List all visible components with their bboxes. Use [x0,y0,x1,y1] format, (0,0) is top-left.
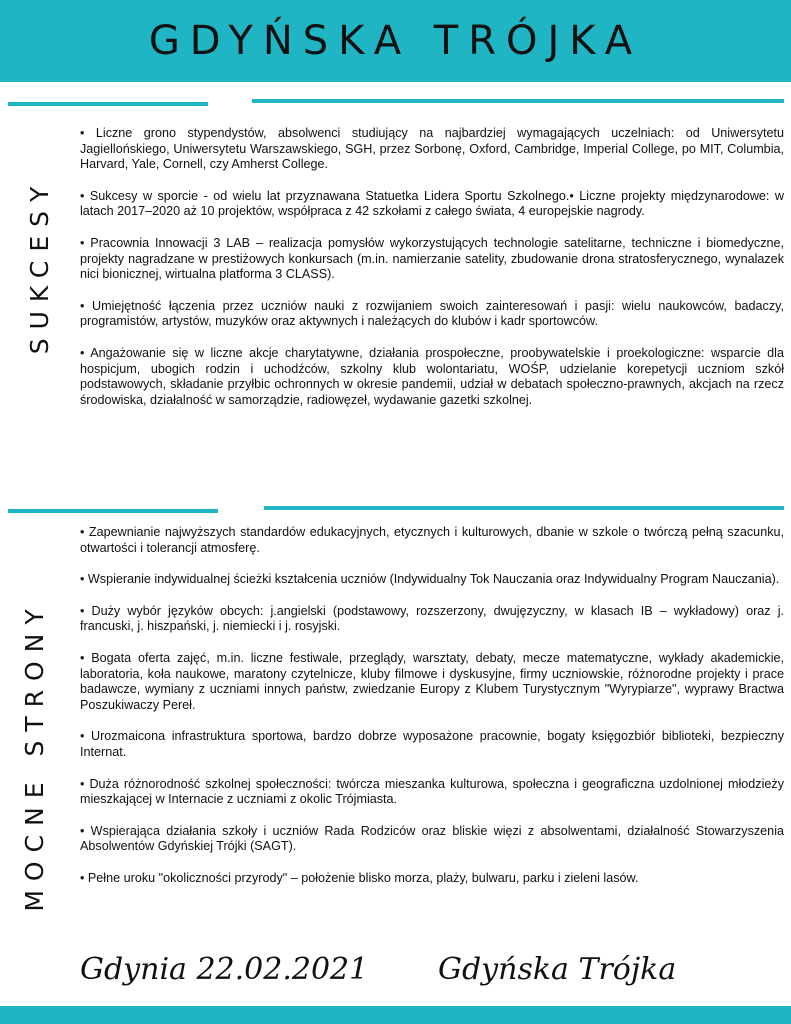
signature: Gdyńska Trójka [438,952,677,987]
list-item: • Wspieranie indywidualnej ścieżki kształcenia uczniów (Indywidualny Tok Nauczania oraz Indywidualny Program Nauczania). [80,572,780,587]
divider-left-middle [8,509,218,513]
list-item: • Duży wybór języków obcych: j.angielski (podstawowy, rozszerzony, dwujęzyczny, w klasach IB – wykładowy) oraz j. francuski, j. hiszpański, j. niemiecki i j. rosyjski. [80,603,784,634]
section-sukcesy [80,126,784,424]
divider-left-top [8,102,208,106]
section-mocne-strony [80,525,784,903]
footer-bar [0,1006,791,1024]
list-item: • Liczne grono stypendystów, absolwenci studiujący na najbardziej wymagających uczelniach: od Uniwersytetu Jagiellońskiego, Uniwersytetu Warszawskiego, SGH, przez Sorbonę, Oxford, Cambridge, Imperial College, po MIT, Columbia, Harvard, Yale, Cornell, czy Amherst College. [80,126,784,172]
list-item: • Bogata oferta zajęć, m.in. liczne festiwale, przeglądy, warsztaty, debaty, mecze matematyczne, wykłady akademickie, laboratoria, koła naukowe, maratony czytelnicze, kluby filmowe i dyskusyjne, firmy uczniowskie, różnorodne projekty i prace badawcze, wymiany z uczniami innych państw, zwiedzanie Europy z Klubem Turystycznym "Wyrypiarze", wyprawy Bractwa Poszukiwaczy Pereł. [80,650,784,712]
list-item: • Sukcesy w sporcie - od wielu lat przyznawana Statuetka Lidera Sportu Szkolnego.• Liczne projekty międzynarodowe: w latach 2017–2020 aż 10 projektów, współpraca z 42 szkołami z całego świata, 4 europejskie nagrody. [80,188,784,219]
list-item: • Wspierająca działania szkoły i uczniów Rada Rodziców oraz bliskie więzi z absolwentami, działalność Stowarzyszenia Absolwentów Gdyńskiej Trójki (SAGT). [80,823,784,854]
list-item: • Pełne uroku "okoliczności przyrody" – położenie blisko morza, plaży, bulwaru, parku i zieleni lasów. [80,870,639,885]
list-item: • Duża różnorodność szkolnej społeczności: twórcza mieszanka kulturowa, społeczna i geograficzna uzdolnionej młodzieży mieszkającej w Internacie z uczniami z okolic Trójmiasta. [80,776,784,807]
page-title: GDYŃSKA TRÓJKA [148,18,643,64]
section-label-sukcesy: SUKCESY [25,177,54,355]
list-item: • Zapewnianie najwyższych standardów edukacyjnych, etycznych i kulturowych, dbanie w szkole o twórczą pełną szacunku, otwartości i tolerancji atmosferę. [80,525,784,555]
list-item: • Angażowanie się w liczne akcje charytatywne, działania prospołeczne, proobywatelskie i proekologiczne: wsparcie dla hospicjum, ubogich rodzin i uchodźców, szkolny klub wolontariatu, WOŚP, udzielanie korepetycji uczniom szkół podstawowych, składanie przyłbic ochronnych w okresie pandemii, udział w debatach społeczno-prawnych, akcjach na rzecz środowiska, działalność w samorządzie, radiowęzeł, wydawanie gazetki szkolnej. [80,345,784,407]
place-date: Gdynia 22.02.2021 [80,952,369,987]
header-banner [0,0,791,82]
divider-right-top [252,99,784,103]
list-item: • Umiejętność łączenia przez uczniów nauki z rozwijaniem swoich zainteresowań i pasji: wielu naukowców, badaczy, programistów, artystów, muzyków oraz aktywnych i należących do klubów i kadr sportowców. [80,298,784,329]
list-item: • Pracownia Innowacji 3 LAB – realizacja pomysłów wykorzystujących technologie satelitarne, techniczne i biomedyczne, projekty nagradzane w prestiżowych konkursach (m.in. namierzanie satelity, zbudowanie drona stratosferycznego, wynalazek nici bionicznej, wirtualna platforma 3 CLASS). [80,235,784,282]
section-label-mocne-strony: MOCNE STRONY [20,600,49,912]
divider-right-middle [264,506,784,510]
list-item: • Urozmaicona infrastruktura sportowa, bardzo dobrze wyposażone pracownie, bogaty księgozbiór biblioteki, bezpieczny Internat. [80,729,784,759]
